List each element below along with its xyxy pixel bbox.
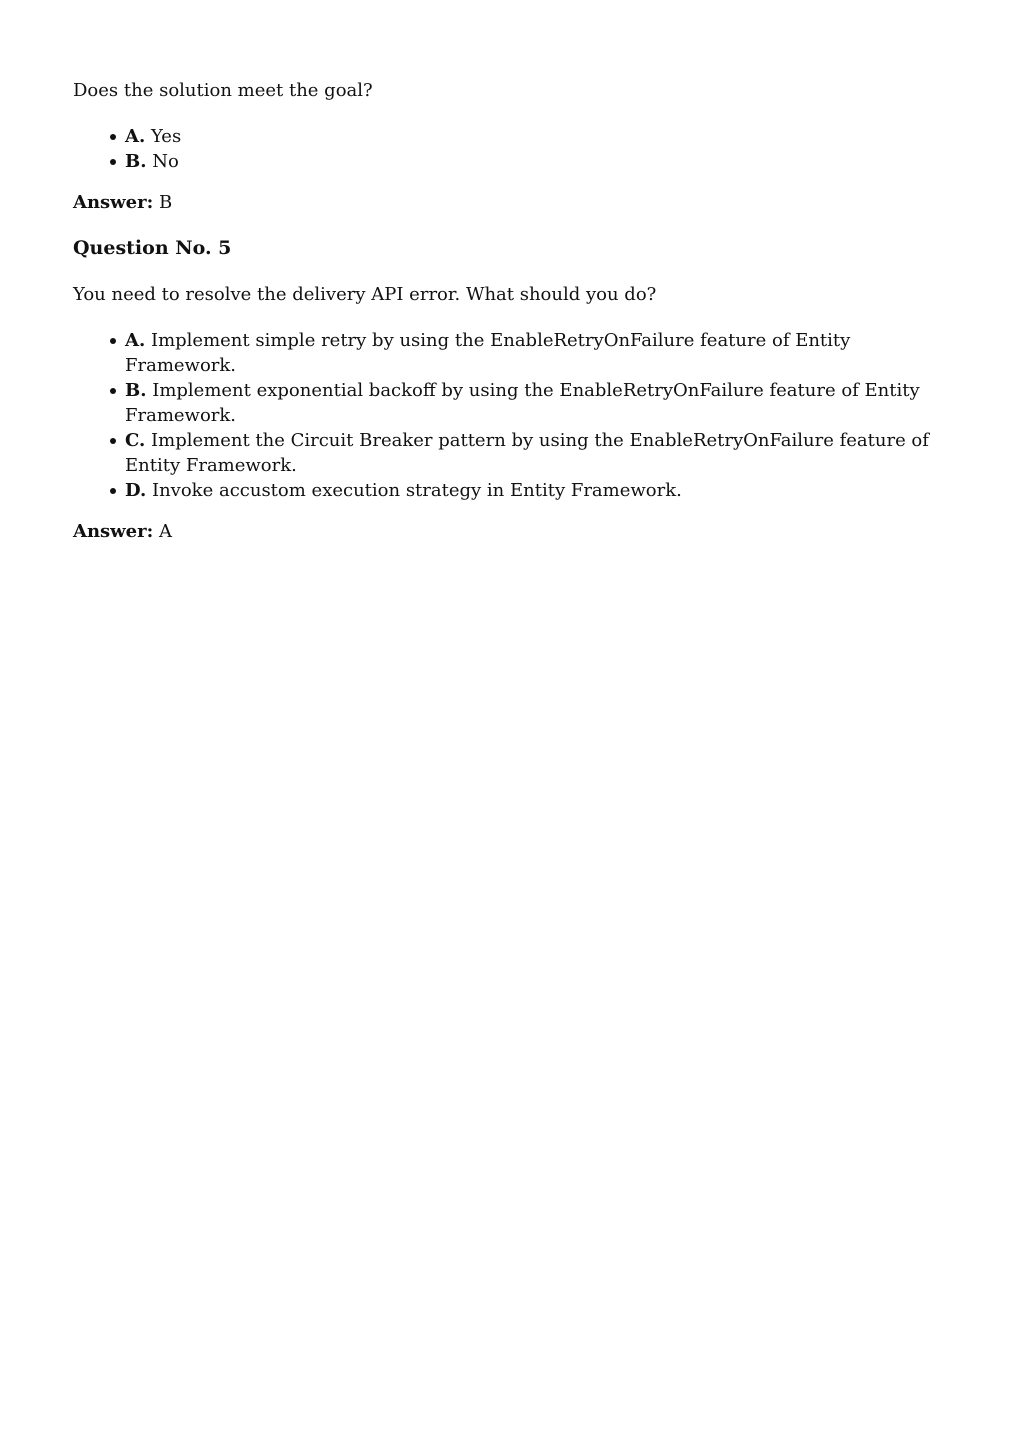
option-list xyxy=(73,124,953,174)
option-item xyxy=(125,124,953,149)
answer-line xyxy=(73,190,953,215)
option-letter: B. xyxy=(125,151,147,172)
option-item xyxy=(125,149,953,174)
answer-value: B xyxy=(159,192,173,213)
answer-value: A xyxy=(159,521,172,542)
answer-label: Answer: xyxy=(73,192,154,213)
option-letter: A. xyxy=(125,330,146,351)
answer-label: Answer: xyxy=(73,521,154,542)
option-text: Invoke accustom execution strategy in Entity Framework. xyxy=(151,480,682,501)
option-text: Implement exponential backoff by using the EnableRetryOnFailure feature of Entity Framework. xyxy=(125,380,920,426)
question-title: Question No. 5 xyxy=(73,237,232,259)
option-item xyxy=(125,328,953,378)
option-letter: D. xyxy=(125,480,147,501)
question-prompt: You need to resolve the delivery API error. What should you do? xyxy=(73,284,657,305)
option-text: Implement the Circuit Breaker pattern by using the EnableRetryOnFailure feature of Entity Framework. xyxy=(125,430,929,476)
document-page xyxy=(73,78,953,565)
option-letter: C. xyxy=(125,430,146,451)
option-letter: B. xyxy=(125,380,147,401)
option-text: No xyxy=(152,151,179,172)
option-text: Yes xyxy=(150,126,182,147)
option-letter: A. xyxy=(125,126,146,147)
question-prompt: Does the solution meet the goal? xyxy=(73,80,373,101)
option-list xyxy=(73,328,953,503)
option-item xyxy=(125,378,953,428)
option-text: Implement simple retry by using the EnableRetryOnFailure feature of Entity Framework. xyxy=(125,330,851,376)
answer-line xyxy=(73,519,953,544)
option-item xyxy=(125,428,953,478)
option-item xyxy=(125,478,953,503)
